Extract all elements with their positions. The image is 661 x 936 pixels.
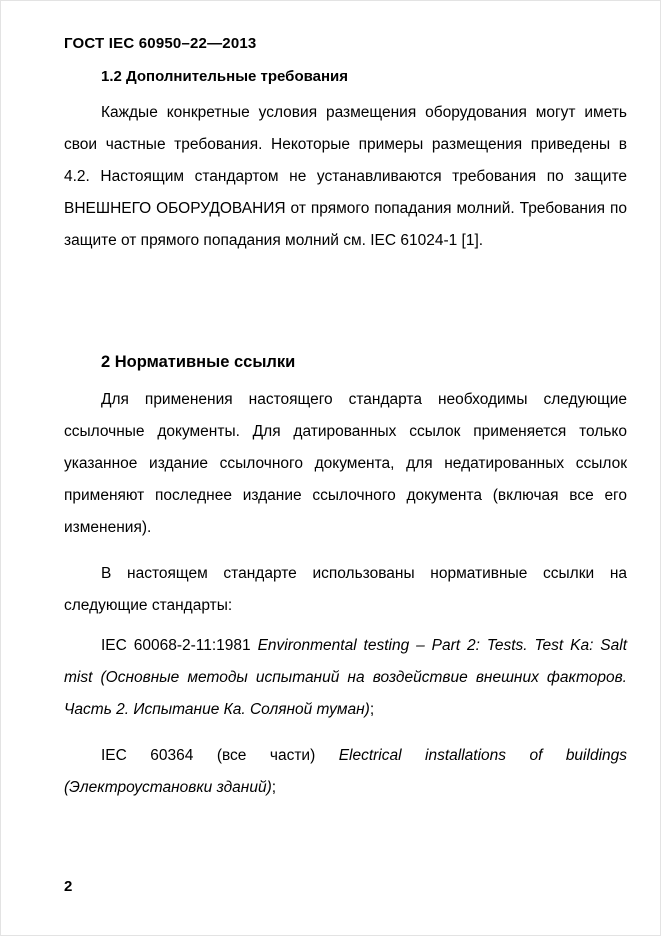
page-content	[1, 1, 660, 804]
reference-iec-60068-terminator: ;	[369, 701, 375, 718]
reference-iec-60068-title: Environmental testing – Part 2: Tests. Test Ka: Salt mist (Основные методы испытаний на воздействие внешних факторов. Часть 2. Испытание Ка. Соляной туман)	[64, 637, 627, 718]
reference-iec-60364-title: Electrical installations of buildings (Электроустановки зданий)	[64, 747, 627, 796]
reference-iec-60364	[64, 740, 627, 804]
section-1-2-heading: 1.2 Дополнительные требования	[101, 68, 349, 85]
reference-iec-60068	[64, 630, 627, 726]
section-1-2-paragraph: Каждые конкретные условия размещения оборудования могут иметь свои частные требования. Некоторые примеры размещения приведены в 4.2. Настоящим стандартом не устанавливаются требования по защите ВНЕШНЕГО ОБОРУДОВАНИЯ от прямого попадания молний. Требования по защите от прямого попадания молний см. IEC 61024-1 [1].	[64, 104, 627, 249]
section-2-paragraph-1: Для применения настоящего стандарта необходимы следующие ссылочные документы. Для датированных ссылок применяется только указанное издание ссылочного документа, для недатированных ссылок применяют последнее издание ссылочного документа (включая все его изменения).	[64, 391, 627, 536]
reference-iec-60364-number: IEC 60364 (все части)	[101, 747, 339, 764]
section-2-heading: 2 Нормативные ссылки	[101, 353, 296, 371]
reference-iec-60364-terminator: ;	[271, 779, 277, 796]
document-header: ГОСТ IEC 60950–22—2013	[64, 35, 257, 52]
page-number: 2	[64, 878, 73, 895]
reference-iec-60068-number: IEC 60068-2-11:1981	[101, 637, 258, 654]
section-2-paragraph-2: В настоящем стандарте использованы нормативные ссылки на следующие стандарты:	[64, 565, 627, 614]
